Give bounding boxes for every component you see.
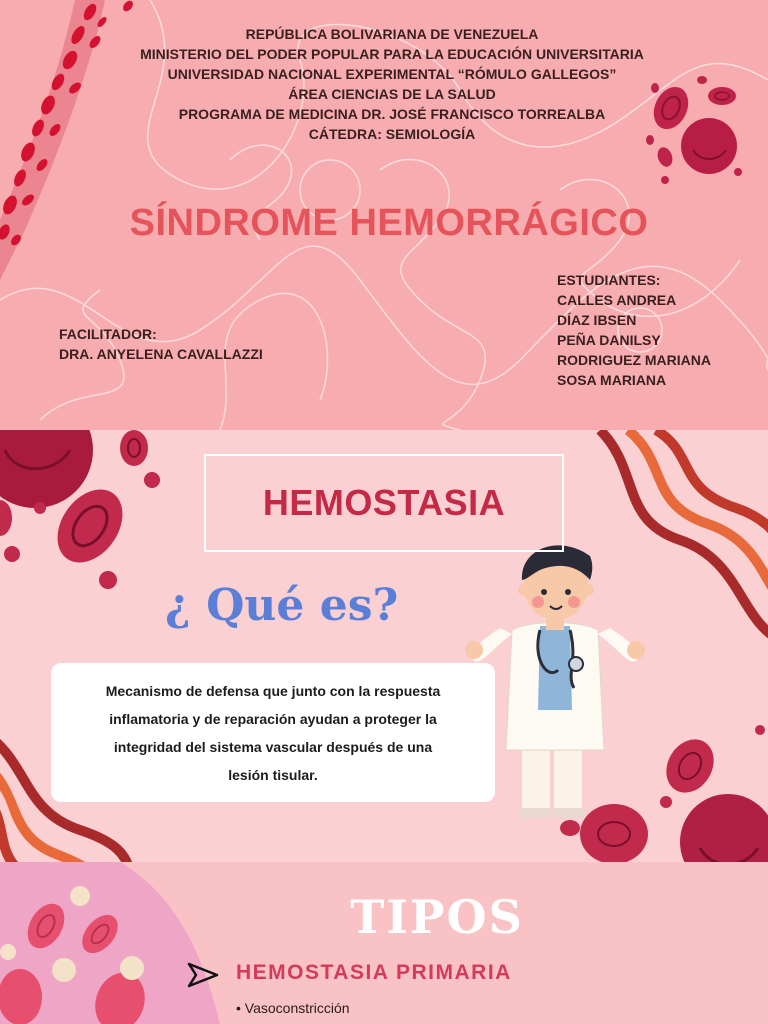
- student-name: DÍAZ IBSEN: [557, 312, 637, 328]
- tipos-title: TIPOS: [350, 890, 524, 944]
- bullet-item: • Vasoconstricción: [236, 1000, 350, 1016]
- hemostasia-primaria-heading: HEMOSTASIA PRIMARIA: [236, 961, 512, 984]
- definition-line: inflamatoria y de reparación ayudan a proteger la: [109, 710, 437, 727]
- header-line: ÁREA CIENCIAS DE LA SALUD: [288, 86, 496, 102]
- definition-line: integridad del sistema vascular después de una: [113, 738, 433, 755]
- definition-text: [106, 677, 441, 789]
- student-name: PEÑA DANILSY: [557, 332, 661, 348]
- header-line: UNIVERSIDAD NACIONAL EXPERIMENTAL “RÓMULO GALLEGOS”: [167, 66, 617, 82]
- question-heading: ¿ Qué es?: [165, 580, 399, 631]
- title-slide: [0, 0, 768, 430]
- header-line: MINISTERIO DEL PODER POPULAR PARA LA EDUCACIÓN UNIVERSITARIA: [140, 46, 644, 62]
- hemostasia-slide: [0, 430, 768, 862]
- hemostasia-title: HEMOSTASIA: [262, 482, 506, 523]
- facilitator-block: [59, 324, 263, 364]
- hemostasia-title-box: [204, 454, 564, 552]
- header-line: REPÚBLICA BOLIVARIANA DE VENEZUELA: [245, 26, 539, 42]
- student-name: SOSA MARIANA: [557, 372, 667, 388]
- tipos-slide: [0, 862, 768, 1024]
- definition-line: lesión tisular.: [228, 766, 318, 783]
- header-line: CÁTEDRA: SEMIOLOGÍA: [308, 126, 476, 142]
- student-name: RODRIGUEZ MARIANA: [557, 352, 711, 368]
- arrow-right-icon: [186, 961, 220, 989]
- red-blood-cells-left: [0, 430, 160, 589]
- students-block: [557, 270, 711, 390]
- students-label: ESTUDIANTES:: [557, 272, 661, 288]
- wave-stripes-right: [600, 430, 768, 640]
- header-line: PROGRAMA DE MEDICINA DR. JOSÉ FRANCISCO TORREALBA: [178, 106, 606, 122]
- facilitator-label: FACILITADOR:: [59, 326, 157, 342]
- institution-header: [0, 24, 768, 144]
- presentation-title: SÍNDROME HEMORRÁGICO: [129, 202, 649, 244]
- student-name: CALLES ANDREA: [557, 292, 677, 308]
- definition-line: Mecanismo de defensa que junto con la respuesta: [105, 682, 441, 699]
- facilitator-name: DRA. ANYELENA CAVALLAZZI: [59, 346, 263, 362]
- definition-card: [51, 663, 495, 802]
